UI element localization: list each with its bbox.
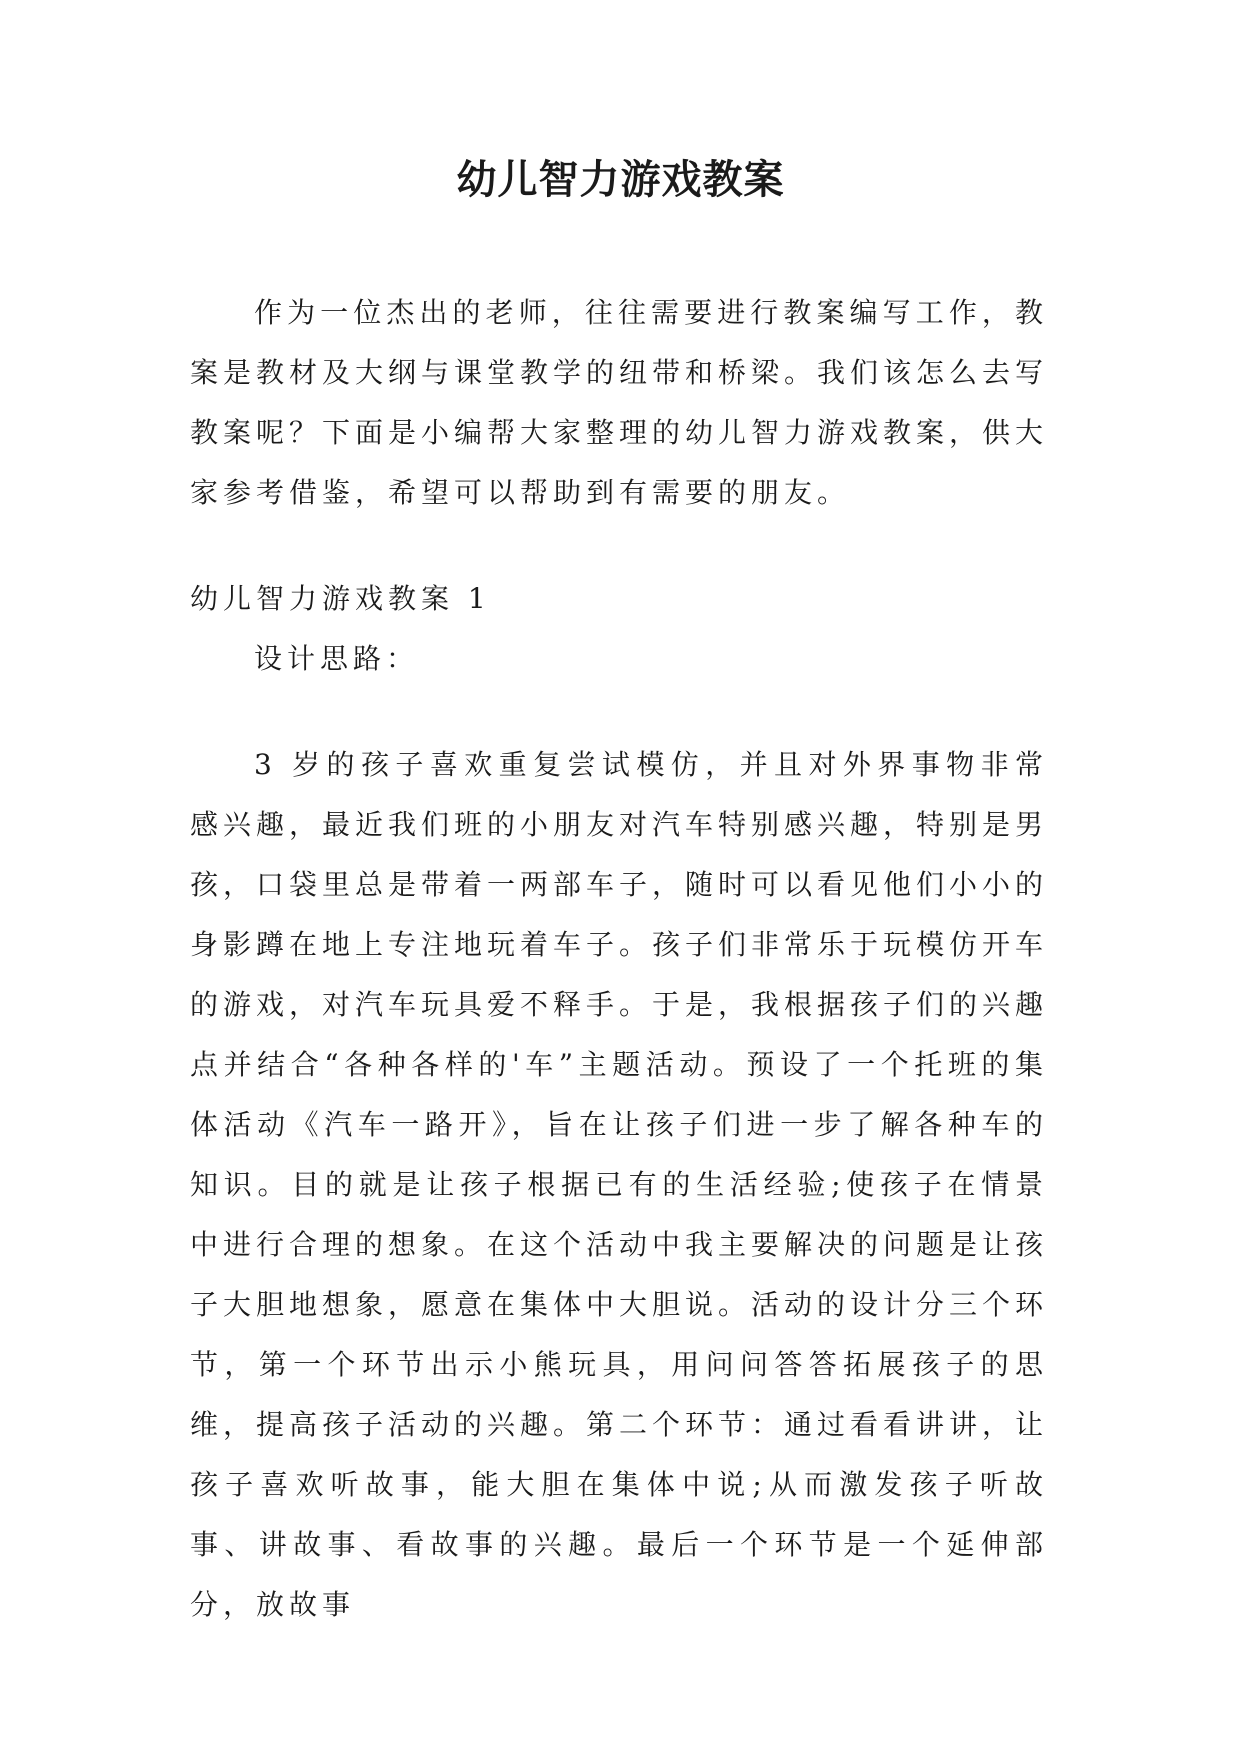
design-idea-paragraph: 3 岁的孩子喜欢重复尝试模仿，并且对外界事物非常感兴趣，最近我们班的小朋友对汽车特别感兴趣，特别是男孩，口袋里总是带着一两部车子，随时可以看见他们小小的身影蹲在地上专注地玩着车子。孩子们非常乐于玩模仿开车的游戏，对汽车玩具爱不释手。于是，我根据孩子们的兴趣点并结合“各种各样的'车”主题活动。预设了一个托班的集体活动《汽车一路开》，旨在让孩子们进一步了解各种车的知识。目的就是让孩子根据已有的生活经验;使孩子在情景中进行合理的想象。在这个活动中我主要解决的问题是让孩子大胆地想象，愿意在集体中大胆说。活动的设计分三个环节，第一个环节出示小熊玩具，用问问答答拓展孩子的思维，提高孩子活动的兴趣。第二个环节：通过看看讲讲，让孩子喜欢听故事，能大胆在集体中说;从而激发孩子听故事、讲故事、看故事的兴趣。最后一个环节是一个延伸部分，放故事 bbox=[190, 748, 1049, 1621]
intro-paragraph: 作为一位杰出的老师，往往需要进行教案编写工作，教案是教材及大纲与课堂教学的纽带和桥梁。我们该怎么去写教案呢？下面是小编帮大家整理的幼儿智力游戏教案，供大家参考借鉴，希望可以帮助到有需要的朋友。 bbox=[190, 296, 1049, 509]
document-body bbox=[190, 283, 1048, 1635]
design-idea-heading: 设计思路： bbox=[254, 642, 420, 675]
section-heading: 幼儿智力游戏教案 1 bbox=[190, 582, 491, 615]
document-title: 幼儿智力游戏教案 bbox=[456, 156, 785, 203]
